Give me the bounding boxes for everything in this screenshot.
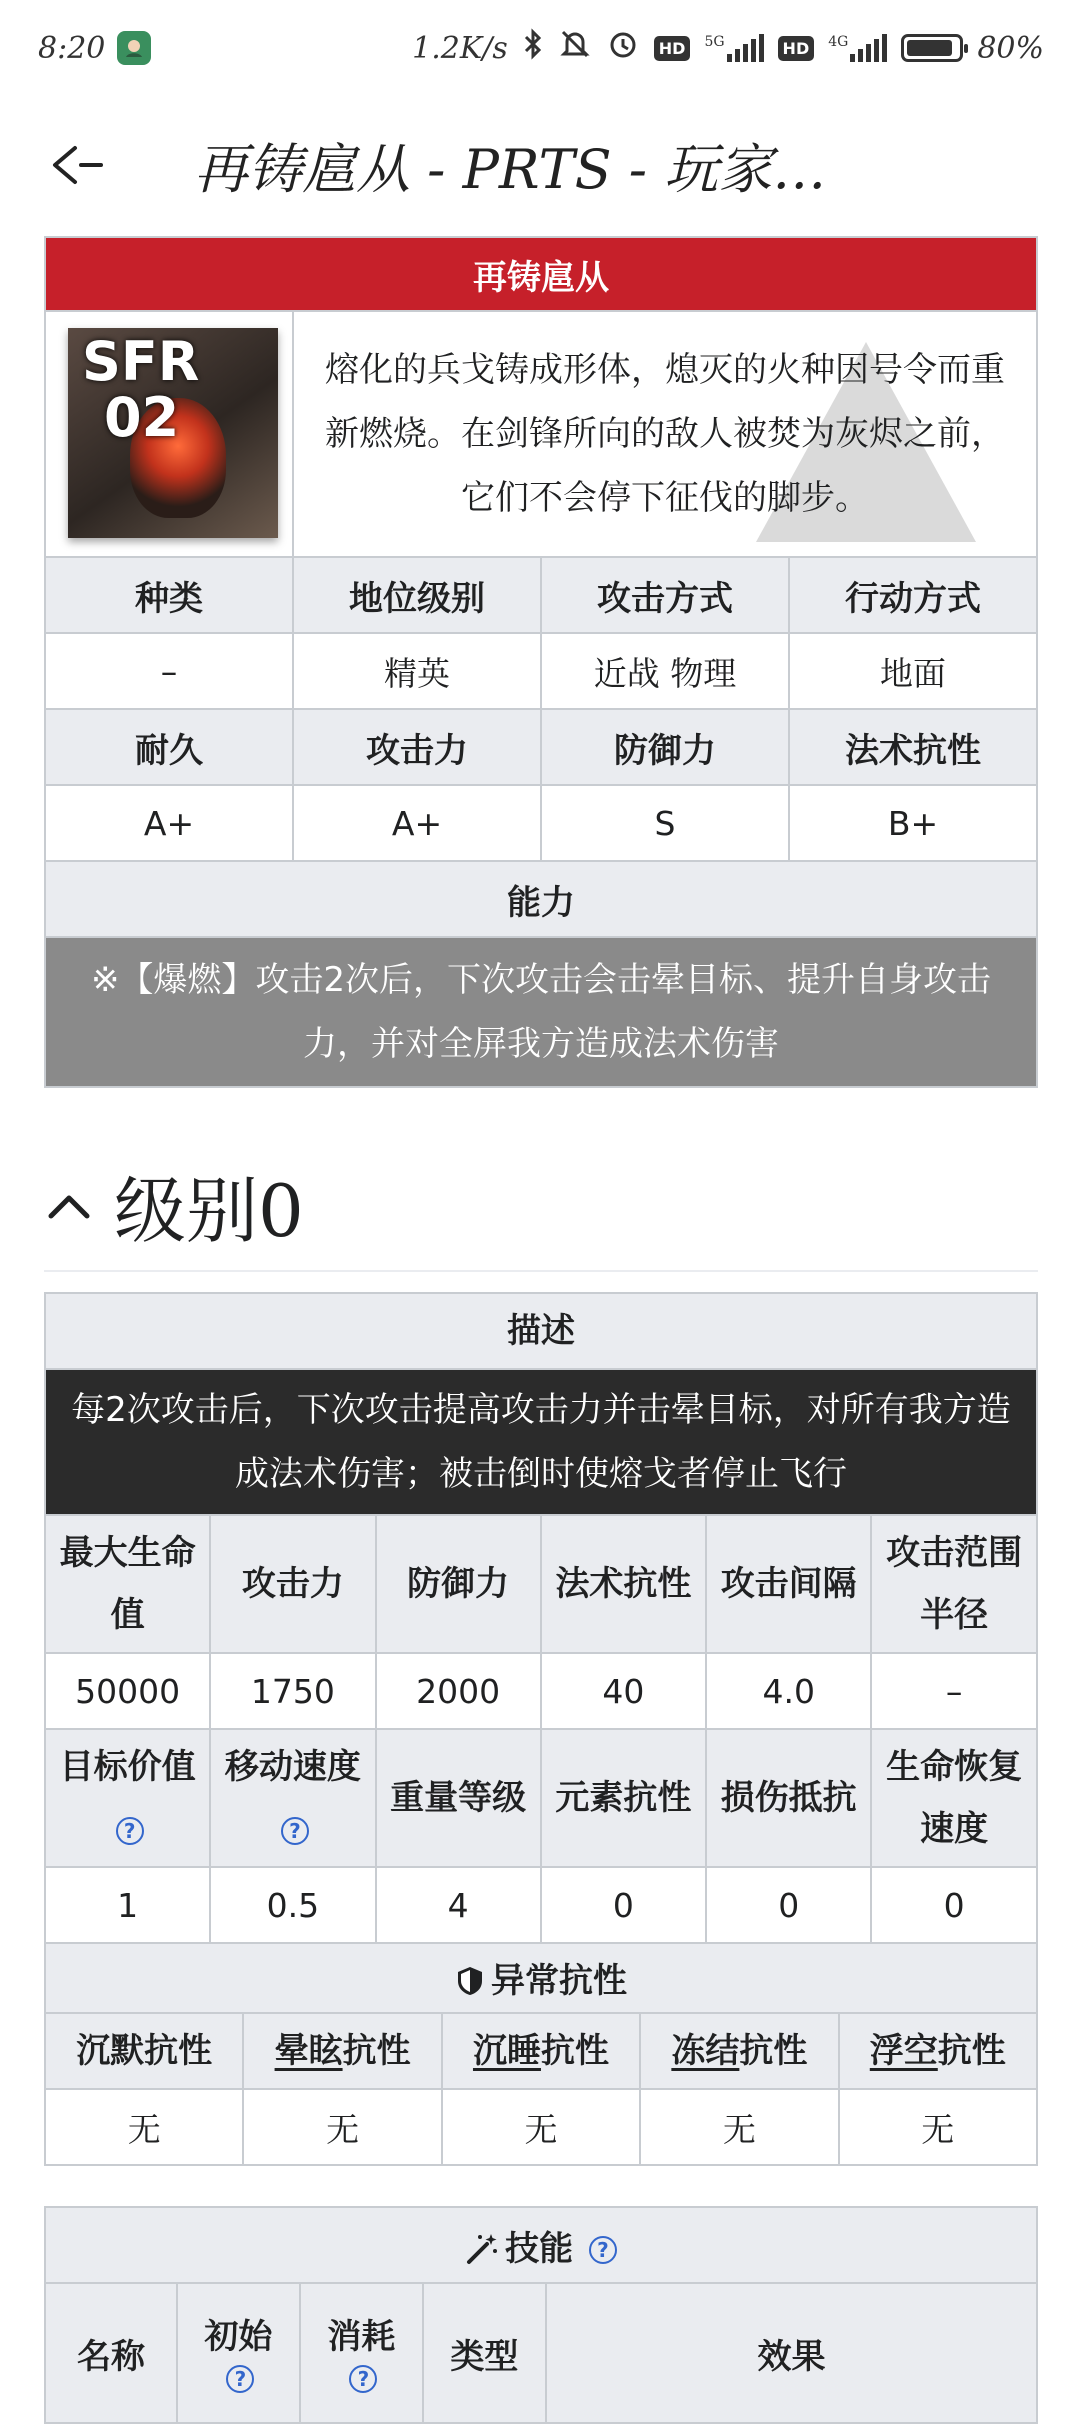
help-icon[interactable]: ?: [281, 1817, 309, 1845]
enemy-infobox: [44, 236, 1038, 1088]
header-silence-resist: [45, 2013, 243, 2089]
value-max-hp: 50000: [45, 1653, 210, 1729]
freeze-link[interactable]: 冻结: [671, 2031, 740, 2071]
sleep-link[interactable]: 沉睡: [472, 2031, 541, 2071]
header-attack: 攻击力: [293, 709, 541, 785]
header-atk-interval: 攻击间隔: [706, 1515, 871, 1653]
header-movement: 行动方式: [789, 557, 1037, 633]
value-element-resist: 0: [541, 1867, 706, 1943]
silence-resist-label: 沉默抗性: [76, 2031, 213, 2071]
value-stun-resist: 无: [243, 2089, 441, 2165]
value-atk: 1750: [210, 1653, 375, 1729]
header-hp-regen: 生命恢复速度: [871, 1729, 1037, 1867]
value-weight: 4: [376, 1867, 541, 1943]
value-movement: 地面: [789, 633, 1037, 709]
level-stats-table: [44, 1292, 1038, 2020]
portrait-code-line2: 02: [104, 386, 180, 449]
header-target-value-label: 目标价值: [59, 1747, 196, 1787]
bluetooth-icon: [522, 28, 544, 68]
header-max-hp: 最大生命值: [45, 1515, 210, 1653]
value-res: 40: [541, 1653, 706, 1729]
value-attack-type: 近战 物理: [541, 633, 789, 709]
col-skill-initial: [177, 2283, 300, 2423]
skills-header: [45, 2207, 1037, 2283]
value-levitate-resist: 无: [839, 2089, 1037, 2165]
value-atk-interval: 4.0: [706, 1653, 871, 1729]
enemy-portrait[interactable]: [68, 328, 278, 538]
skills-table: [44, 2206, 1038, 2424]
ability-text: ※【爆燃】攻击2次后，下次攻击会击晕目标、提升自身攻击力，并对全屏我方造成法术伤害: [45, 937, 1037, 1087]
value-silence-resist: 无: [45, 2089, 243, 2165]
status-resist-header: [45, 1943, 1037, 2019]
value-sleep-resist: 无: [442, 2089, 640, 2165]
app-notification-icon: [117, 31, 151, 65]
status-bar: [0, 0, 1080, 96]
mute-bell-icon: [558, 27, 592, 69]
value-defense: S: [541, 785, 789, 861]
status-resist-table: [44, 2012, 1038, 2166]
help-icon[interactable]: ?: [589, 2236, 617, 2264]
back-button[interactable]: [34, 120, 124, 210]
battery-percent: 80%: [977, 30, 1044, 66]
header-rank: 地位级别: [293, 557, 541, 633]
value-type: –: [45, 633, 293, 709]
level-description: 每2次攻击后，下次攻击提高攻击力并击晕目标，对所有我方造成法术伤害；被击倒时使熔戈者停止飞行: [45, 1369, 1037, 1515]
stun-link[interactable]: 晕眩: [274, 2031, 343, 2071]
status-time: 8:20: [38, 30, 106, 66]
value-rank: 精英: [293, 633, 541, 709]
infobox-title: 再铸扈从: [45, 237, 1037, 311]
value-def: 2000: [376, 1653, 541, 1729]
header-freeze-resist: [640, 2013, 838, 2089]
col-skill-effect: 效果: [546, 2283, 1037, 2423]
help-icon[interactable]: ?: [116, 1817, 144, 1845]
skills-title: 技能: [505, 2228, 574, 2269]
enemy-description-cell: [293, 311, 1037, 557]
page-title: 再铸扈从 - PRTS - 玩家…: [194, 137, 827, 201]
col-skill-initial-label: 初始: [204, 2316, 273, 2357]
level-section-header[interactable]: [44, 1140, 1038, 1272]
header-sleep-resist: [442, 2013, 640, 2089]
value-durability: A+: [45, 785, 293, 861]
hd-badge-2: HD: [778, 36, 815, 61]
header-damage-resist: 损伤抵抗: [706, 1729, 871, 1867]
value-attack: A+: [293, 785, 541, 861]
header-durability: 耐久: [45, 709, 293, 785]
header-arts-resist: 法术抗性: [789, 709, 1037, 785]
value-move-speed: 0.5: [210, 1867, 375, 1943]
signal-icon-5g: 5G: [704, 34, 763, 62]
value-hp-regen: 0: [871, 1867, 1037, 1943]
levitate-link[interactable]: 浮空: [869, 2031, 938, 2071]
header-move-speed-label: 移动速度: [224, 1747, 361, 1787]
header-atk: 攻击力: [210, 1515, 375, 1653]
header-stun-resist: [243, 2013, 441, 2089]
value-damage-resist: 0: [706, 1867, 871, 1943]
help-icon[interactable]: ?: [226, 2365, 254, 2393]
sleep-resist-label: 抗性: [540, 2031, 609, 2071]
battery-icon: [901, 34, 963, 62]
value-arts-resist: B+: [789, 785, 1037, 861]
network-speed: 1.2K/s: [412, 30, 508, 66]
hd-badge-1: HD: [654, 36, 691, 61]
stun-resist-label: 抗性: [342, 2031, 411, 2071]
header-weight: 重量等级: [376, 1729, 541, 1867]
value-atk-range: –: [871, 1653, 1037, 1729]
col-skill-cost-label: 消耗: [327, 2316, 396, 2357]
header-levitate-resist: [839, 2013, 1037, 2089]
col-skill-name: 名称: [45, 2283, 177, 2423]
header-type: 种类: [45, 557, 293, 633]
header-res: 法术抗性: [541, 1515, 706, 1653]
signal-icon-4g: 4G: [828, 34, 887, 62]
header-element-resist: 元素抗性: [541, 1729, 706, 1867]
col-skill-type: 类型: [423, 2283, 546, 2423]
app-bar: [0, 100, 1080, 230]
description-header: 描述: [45, 1293, 1037, 1369]
enemy-description: 熔化的兵戈铸成形体，熄灭的火种因号令而重新燃烧。在剑锋所向的敌人被焚为灰烬之前，它们不会停下征伐的脚步。: [325, 350, 1005, 518]
ability-header: 能力: [45, 861, 1037, 937]
status-resist-title: 异常抗性: [491, 1961, 627, 2001]
header-atk-range: 攻击范围半径: [871, 1515, 1037, 1653]
shield-icon: [455, 1965, 485, 1997]
header-defense: 防御力: [541, 709, 789, 785]
magic-wand-icon: [465, 2232, 499, 2266]
value-freeze-resist: 无: [640, 2089, 838, 2165]
header-attack-type: 攻击方式: [541, 557, 789, 633]
header-def: 防御力: [376, 1515, 541, 1653]
help-icon[interactable]: ?: [349, 2365, 377, 2393]
col-skill-cost: [300, 2283, 423, 2423]
freeze-resist-label: 抗性: [739, 2031, 808, 2071]
value-target-value: 1: [45, 1867, 210, 1943]
alarm-icon: [606, 27, 640, 69]
level-section-title: 级别0: [114, 1169, 304, 1253]
header-target-value: [45, 1729, 210, 1867]
levitate-resist-label: 抗性: [937, 2031, 1006, 2071]
enemy-portrait-cell: [45, 311, 293, 557]
collapse-caret-icon[interactable]: [44, 1180, 94, 1230]
back-arrow-icon: [49, 140, 109, 190]
portrait-code-line1: SFR: [82, 330, 200, 393]
header-move-speed: [210, 1729, 375, 1867]
